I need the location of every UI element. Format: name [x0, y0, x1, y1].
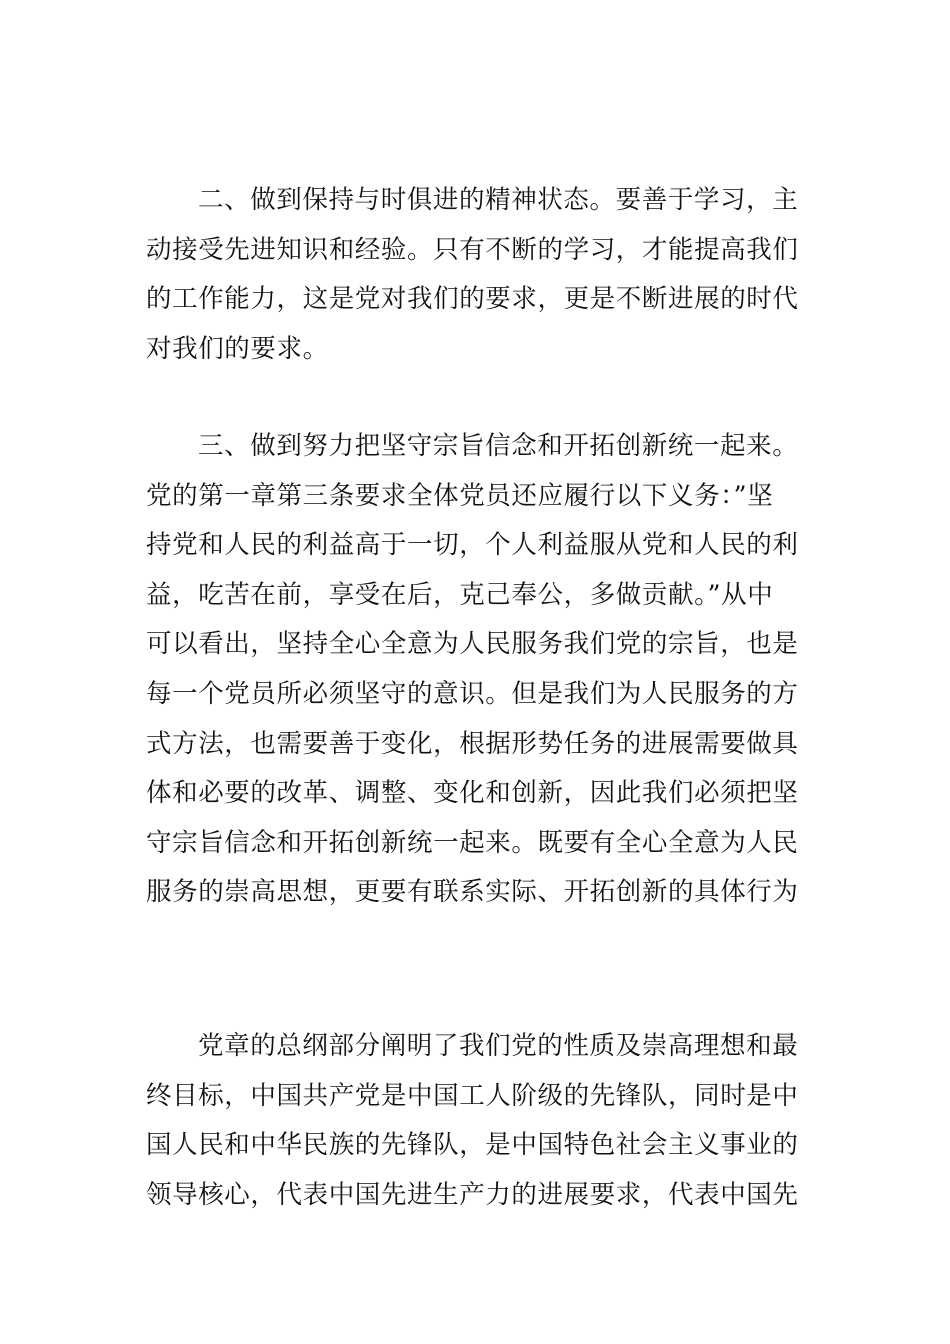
paragraph-line: 服务的崇高思想，更要有联系实际、开拓创新的具体行为	[146, 877, 799, 908]
paragraph-3-purpose-and-innovation	[146, 422, 808, 918]
paragraph-line: 二、做到保持与时俱进的精神状态。要善于学习，主	[198, 185, 799, 215]
paragraph-line: 党的第一章第三条要求全体党员还应履行以下义务：”坚	[146, 480, 774, 511]
paragraph-line: 持党和人民的利益高于一切，个人利益服从党和人民的利	[146, 530, 799, 561]
paragraph-line: 式方法，也需要善于变化，根据形势任务的进展需要做具	[146, 728, 799, 759]
paragraph-line: 每一个党员所必须坚守的意识。但是我们为人民服务的方	[146, 678, 799, 709]
paragraph-line: 对我们的要求。	[146, 333, 329, 364]
paragraph-line: 守宗旨信念和开拓创新统一起来。既要有全心全意为人民	[146, 827, 799, 858]
paragraph-line: 领导核心，代表中国先进生产力的进展要求，代表中国先	[146, 1179, 799, 1210]
paragraph-line: 终目标，中国共产党是中国工人阶级的先锋队，同时是中	[146, 1080, 799, 1111]
paragraph-line: 党章的总纲部分阐明了我们党的性质及崇高理想和最	[198, 1031, 799, 1061]
paragraph-line: 体和必要的改革、调整、变化和创新，因此我们必须把坚	[146, 778, 799, 809]
paragraph-line: 的工作能力，这是党对我们的要求，更是不断进展的时代	[146, 284, 799, 315]
paragraph-line: 益，吃苦在前，享受在后，克己奉公，多做贡献。”从中	[146, 579, 774, 610]
paragraph-2-keep-pace	[146, 176, 808, 374]
paragraph-line: 可以看出，坚持全心全意为人民服务我们党的宗旨，也是	[146, 629, 799, 660]
paragraph-line: 国人民和中华民族的先锋队，是中国特色社会主义事业的	[146, 1130, 799, 1161]
paragraph-line: 动接受先进知识和经验。只有不断的学习，才能提高我们	[146, 234, 799, 265]
paragraph-line: 三、做到努力把坚守宗旨信念和开拓创新统一起来。	[198, 431, 799, 461]
paragraph-party-constitution-general-program	[146, 1022, 808, 1220]
